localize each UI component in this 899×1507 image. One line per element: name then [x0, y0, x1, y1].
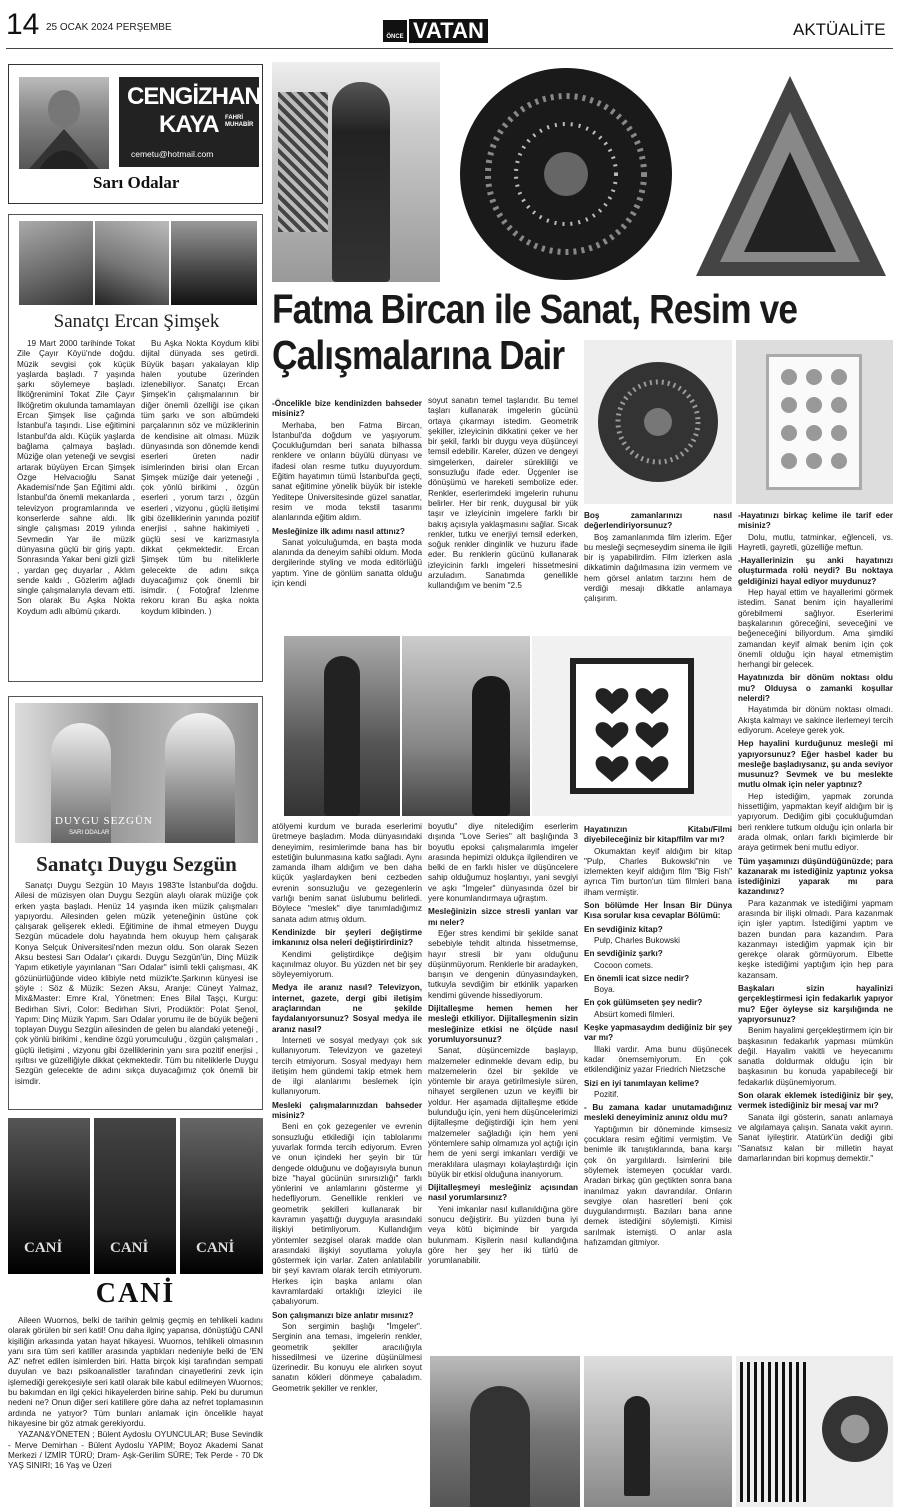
header-rule	[6, 48, 893, 49]
headline-line-1: Fatma Bircan ile Sanat, Resim ve	[272, 286, 798, 332]
hearts-frame	[570, 658, 694, 794]
main-upper-col2: soyut sanatın temel taşlarıdır. Bu temel taşları kullanarak imgelerin gücünü ortaya çıkarmayı istedim. Geometrik şekiller, izleyicinin dikkatini çeker ve her bir şekil, farklı bir duygu veya düşünceyi temsil edebilir. Kareler, düzen ve dengeyi simgelerken, daireler sürekliliği ve sonsuzluğu ifade eder. Üçgenler ise dönüşümü ve hareketi sembolize eder. Renkler, eserlerimdeki imgelerin ruhunu belirler. Her bir renk, duygusal bir yük taşır ve izleyicinin imgelere farklı bir bakış açısıyla yaklaşmasını sağlar. Sıcak renkler, tutku ve enerjiyi temsil ederken, soğuk renkler dinginlik ve huzuru ifade eder. Bu renklerin gücünü kullanarak izleyicinin farklı imgeleri hissetmesini arzuladım. Sanatımda genellikle kullandığım ve benim "2.5	[428, 396, 578, 591]
round-painting	[444, 62, 688, 282]
cani-poster-2	[94, 1118, 176, 1274]
cani-poster-3	[180, 1118, 263, 1274]
main-lower-col1: atölyemi kurdum ve burada eserlerimi üretmeye başladım. Moda dünyasındaki deneyimim, resimlerimde bana has bir estetiğin bulunmasına katkı sağladı. Aynı zamanda ilham aldığım ve ben daha küçük yaşlardayken beni cezbeden evrenin sonsuzluğu ve gezegenlerin varlığı benim sanat üslubumu belirledi. Böylece "meslek" diye tanımladığımız sanata adım atmış oldum. Kendinizde bir şeyleri değiştirme imkanınız olsa neleri değiştirirdiniz? Kendimi geliştirdikçe değişim kaçınılmaz oluyor. Bu yüzden net bir şey söyleyemiyorum. Medya ile aranız nasıl? Televizyon, internet, gazete, dergi gibi iletişim araçlarından ne şekilde faydalanıyorsunuz? Sosyal medya ile aranız nasıl? İnterneti ve sosyal medyayı çok sık kullanıyorum. Televizyon ve gazeteyi tercih etmiyorum. Sosyal medyayı hem iletişim hem gündemi takip etmek hem de ilgi alanlarımı beslemek için kullanıyorum. Mesleki çalışmalarınızdan bahseder misiniz? Beni en çok gezegenler ve evrenin sonsuzluğu etkilediği için tablolarımı yuvarlak formda tercih ediyorum. Evren ve onun içindeki her şeyin bir tür dengede olduğunu ve doğayısıyla bunun bize "hayal gücünün sınırsızlığı" farklı yönlerini ve anlamlarını gösterme yi hedefliyorum. Genellikle renkleri ve geometrik şekilleri kullanarak bir kavramın yaşattığı duyguyla arasındaki ilişkiyi betimliyorum. Kullandığım yöntemler sezgisel olarak madde olan arasındaki ilişkiyi soyutlama yoluyla göstermek için varlar. Zaten anlatılabilir bir şeyi kavram olarak tercih etmiyorum. Herkes için başka anlamı olan kavramlardaki ortaklığı izleyici ile çabalıyorum. Son çalışmanızı bize anlatır mısınız? Son sergimin başlığı "İmgeler". Serginin ana teması, imgelerin renkler, geometrik şekiller aracılığıyla hissedilmesi ve üzerine düşünülmesi üzerinedir. Bu konuyu ele alırken soyut sanatın kökleri dönmeye çabaladım. Geometrik şekiller ve renkler,	[272, 822, 422, 1393]
cani-title: CANİ	[95, 1278, 176, 1309]
main-right-col: -Hayatınızı birkaç kelime ile tarif eder misiniz? Dolu, mutlu, tatminkar, eğlenceli, vs. Hayretli, gayretli, güzelliğe meftun. -Hayallerinizin şu anki hayatınızı oluşturmada rolü neydi? Bu noktaya geldiğinizi hayal ediyor muydunuz? Hep hayal ettim ve hayallerimi görmek istedim. Sanat benim için hayallerimi görebilmemi sağlıyor. Eserlerimi başkalarının göreceğini, seveceğini ve beğeneceğini biliyordum. Ama şimdiki zamandan keyif almak benim için çok önemli olduğu için hayal etmemiştim herhangi bir gelecek. Hayatınızda bir dönüm noktası oldu mu? Olduysa o zamanki koşullar nelerdi? Hayatımda bir dönüm noktası olmadı. Akışta kalmayı ve sakince ilerlemeyi tercih ediyorum. Aceleye gerek yok. Hep hayalini kurduğunuz mesleği mi yapıyorsunuz? Eğer hasbel kader bu mesleğe başladıysanız, şu anda seviyor musunuz? Sevmek ve bu meslekte mutlu olmak için neler yaptınız? Hep istediğim, yapmak zorunda hissettiğim, yapmaktan keyif aldığım bir iş yapıyorum. Dediğim gibi çocukluğumdan beri renklere tutkum olduğu için onlarla bir arada olmak, onları farklı biçimlerde bir araya getirmek beni mutlu ediyor. Tüm yaşamınızı düşündüğünüzde; para kazanarak mı istediğiniz yaptınız yoksa istediğinizi yaparak mı para kazandınız? Para kazanmak ve istediğimi yapmam arasında bir ilişki olmadı. Para kazanmak için işler yaptım. İstediğimi yaptım ve bazen bundan para kazandım. Para kazanmayı istediğim yapmak için bir gerekçe olarak görmüyorum. Elbette keşke istediğimi yaptığım için hep para kazansam. Başkaları sizin hayalinizi gerçekleştirmesi için fedakarlık yapıyor mu? Eğer öyleyse siz karşılığında ne yapıyorsunuz? Benim hayalimi gerçekleştirmem için bir başkasının fedakarlık yapması mümkün değil. Hayalim vakitli ve heyecanımı sanatla doldurmak olduğu için bir başkasının bu konuda yapabileceği bir fedakarlık düşünemiyorum. Son olarak eklemek istediğiniz bir şey, vermek istediğiniz bir mesaj var mı? Sanata ilgi gösterin, sanatı anlamaya ve algılamaya çalışın. Sanata vakit ayırın. Sanat iyileştirir. Atatürk'ün dediği gibi "Sanatsız kalan bir milletin hayat damarlarından biri kopmuş demektir."	[738, 511, 893, 1163]
artist-figure	[332, 82, 390, 282]
ercan-photo-3	[171, 221, 257, 305]
cani-article	[8, 1118, 263, 1507]
bears-artwork-photo	[736, 340, 893, 504]
hearts-grid	[576, 664, 688, 788]
main-lower-col2: boyutlu" diye nitelediğim eserlerim dışında "Love Series" alt başlığında 3 boyutlu epoksi çalışmalarımla imgeler arasında hepimizi oldukça ilgilendiren ve belki de en farklı hisler ve düşüncelere sahip olduğumuz hoşlantıyı, yani sevgiyi ve aşkı "İmgeler" dünyasında özel bir yere konumlandırmaya uğraştım. Mesleğinizin sizce stresli yanları var mı neler? Eğer stres kendimi bir şekilde sanat sebebiyle tehdit altında hissetmemse, hayır stresli bir yanı olduğunu düşünmüyorum. Renklerle bir aradayken, barışın ve dengenin dünyasındayken, tutkuyla sevdiğim bir etkinlik yaparken kendimi güvende hissediyorum. Dijitalleşme hemen hemen her mesleği etkiliyor. Dijitalleşmenin sizin mesleğinize etkisi ne ölçüde nasıl yorumluyorsunuz? Sanat, düşüncemizde başlayıp, malzemeler edinmekle devam edip, bu malzemelerin özel bir şekilde ve yöntemle bir araya getirilmesiyle süren, nihayet sergilenen uzun ve keyifli bir yoldur. Her aşamada dijitalleşme etkide bulunduğu için, yeni hem düşüncelerimizi dijitalleşme değiştirdiği için hem yeni malzemeler sağladığı için hem yeni yöntemlere sahip olmamıza yol açtığı için hem de yeni sergi imkanları verdiği ve meraklılara ulaşmayı kolaylaştırdığı için büyük bir etkisi olduğuna inanıyorum. Dijitalleşmeyi mesleğiniz açısından nasıl yorumlarsınız? Yeni imkanlar nasıl kullanıldığına göre sonucu değiştirir. Bu yüzden buna iyi veya kötü biçiminde bir yargıda bulunmam. Kişilerin nasıl kullandığına göre her şey her iki türlü de yorumlanabilir.	[428, 822, 578, 1266]
ercan-photo-2	[95, 221, 169, 305]
cani-poster-label-1: CANİ	[24, 1240, 63, 1256]
column-title: Sarı Odalar	[93, 173, 180, 192]
duygu-body: Sanatçı Duygu Sezgün 10 Mayıs 1983'te İstanbul'da doğdu. Ailesi de müzisyen olan Duygu Sezgün alaylı olarak müziğe çok erken yaşta başladı. Henüz 14 yaşında iken müzik çalışmaları yapıyordu. Ailesinden gelen müzik yeteneğinin üstüne çok çalışarak gelişerek ekledi. Eğitimine de ihmal etmeyen Duygu Sezgün mücadele dolu hayatında hem okuyup hem çalışarak Konya Selçuk Üniversitesi'nden mezun oldu. Son olarak Sezen Aksu bestesi Sarı Odalar'ı çıkardı. Duygu Sezgün'ün, Dinç Müzik Yapım etiketiyle yayınlanan "Sarı Odalar" isimli tekli çalışması, 4K gözünürlüğünde video klibiyle netd müzik'te.Şarkının künyesi ise şöyle : Söz & Müzik: Sezen Aksu, Aranje: Cüneyt Yalmaz, Mix&Master: Emre Kral, Yönetmen: Enes Bilal Taşçı, Kurgu: Bedirhan Sivri, Color: Bedirhan Sivri, Prodüktör: Polat Şenol, Yapım: Dinç Müzik Yapım. Sarı Odalar yorumu ile de büyük beğeni toplayan Duygu Sezgün ailesinden de gelen bu alandaki yeteneği , çok yönlü birikimi , kendine özgü yorumculuğu , özgün çalışmaları , güçlü iletişimi , vizyonu gibi özelliklerinin yanı sıra pozitif enerjisi , ışıltısı ve güzelliğiyle dikkat çekmektedir. Tüm bu niteliklerle Duygu Sezgün gelecekte de adını sıkça duyacağımız çok önemli bir isimdir.	[15, 881, 258, 1086]
ercan-photo-1	[19, 221, 93, 305]
logo-text: VATAN	[409, 19, 488, 43]
duygu-article	[8, 696, 263, 1110]
bottom-round-art	[822, 1396, 888, 1462]
triangle-painting	[690, 62, 893, 282]
newspaper-logo	[383, 18, 488, 44]
ercan-title: Sanatçı Ercan Şimşek	[53, 311, 220, 332]
ercan-article	[8, 214, 263, 682]
section-label: AKTÜALİTE	[793, 20, 886, 39]
artist-portrait	[272, 62, 440, 282]
portrait-silhouette	[19, 77, 109, 169]
duygu-poster	[15, 703, 258, 843]
ercan-body-col2: Bu Aşka Nokta Koydum klibi dijital dünyada ses getirdi. Büyük başarı yakalayan klip halen youtube üzerinden izlenebiliyor. Sanatçı Ercan Şimşek'in çalışmalarının bir diğer önemli özelliği ise çıkan tüm şarkı ve son albümdeki parçalarının söz ve müziklerinin de kendisine ait olması. Müzik dünyasında son dönemde kendi eserleri üreten nadir isimlerinden birisi olan Ercan Şimşek müziğe dair yeteneği , çok yönlü birikimi , özgün eserleri , yorum tarzı , özgün eserleri , vizyonu , güçlü iletişimi gibi özelliklerinin yanında pozitif enerjisi , sahne hakimiyeti , güçlü sesi ve karizmasıyla dikkat çekmektedir. Ercan Şimşek tüm bu niteliklerle gelecekte de adını sıkça duyacağımız çok önemli bir isimdir. ( Fotoğraf İzlenme rekoru kıran Bu aşka nokta koydum klibinden. )	[141, 339, 259, 616]
gallery-photo-1	[284, 636, 400, 816]
artist-painting-bg	[278, 92, 328, 232]
cani-poster-label-2: CANİ	[110, 1240, 149, 1256]
bottom-photo-1	[430, 1356, 580, 1507]
bottom-photo-2	[584, 1356, 732, 1507]
duygu-poster-sub: SARI ODALAR	[69, 830, 110, 836]
ercan-body-col1: 19 Mart 2000 tarihinde Tokat Zile Çayır Köyü'nde doğdu. Müzik sevgisi çok küçük yaşlarda başladı. 7 yaşında şarkı söylemeye başladı. İlköğreniminí Tokat Zile Çayır İlköğretim okulunda tamamlayan Ercan Şimşek lise çağında İstanbul'a taşındı. Lise eğitimini İstanbul'da aldı. Küçük yaşlarda bağlama çalmaya başladı. Müziğe olan yeteneği ve sevgisi artarak büyüyen Ercan Şimşek Özge Helvacıoğlu Sanat Akademisi'nde Şan Eğitimi aldı. İstanbul'da önemli mekanlarda , televizyon programlarında ve konserlerde sahne aldı. İlk single çalışması 2019 yılında Sevmedin Yar ile müzik dünyasına güçlü bir giriş yaptı. Sonrasında Yakar beni gizli gizli , yardan geç duyarlar , Aklım sende kaldı , Gözlerim ağladı single çalışmalarıyla devam etti. Son olarak Bu Aşka Nokta Koydum adlı albümü çıkardı.	[17, 339, 135, 616]
hearts-artwork-photo	[532, 636, 732, 816]
main-upper-col3: Boş zamanlarınızı nasıl değerlendiriyorsunuz? Boş zamanlarımda film izlerim. Eğer bu mesleği seçmeseydim sinema ile ilgili bir iş yapabilirdim. Film izlerken asla dikkatimin dağılmasına izin vermem ve hem görsel anlatım tarzını hem de verdiği mesajı dikkatle anlamaya çalışırım.	[584, 511, 732, 604]
bears-grid	[769, 357, 859, 487]
columnist-photo	[19, 77, 109, 169]
cani-body: Aileen Wuornos, belki de tarihin gelmiş geçmiş en tehlikeli kadını olarak görülen bir seri katil! Onu daha ilginç yapansa, dönüştüğü CANİ kişiliğin arkasında yatan hayat hikayesi. Wuornos, tehlikeli olmasının yanı sıra tüm seri katiller arasında yaptıkları nedeniyle belki de 'EN AZ' nefret edilen isimlerden biri. Hatta birçok kişi tarafından sempati duyulan ve bazı psikoanalistler tarafından cinayetlerini zevk için işlemediği gerekçesiyle seri katil olarak bile kabul edilmeyen Wuornos; bu bakımdan en ilgi çekici hikayelerden birine sahip. Peki bu durumun nedeni ne? Onun diğer seri katillere göre daha az nefret toplamasının ardında ne yatıyor? Tüm bunları anlamak için öncelikle hayat hikayesine bir göz atmak gerekiyordu. YAZAN&YÖNETEN ; Bülent Aydoslu OYUNCULAR; Buse Sevindik - Merve Demirhan - Bülent Aydoslu YAPIM; Boyoz Akademi Sanat Merkezi / İZMİR TÜRÜ; Dram- Aşk-Gerilim SÜRE; Tek Perde - 70 Dk YAŞ SINIRI; 16 Yaş ve Üzeri	[8, 1316, 263, 1471]
bottom-stripe-art	[740, 1362, 810, 1502]
duygu-poster-title: DUYGU SEZGÜN	[55, 815, 153, 827]
triangle-painting-art	[690, 62, 893, 282]
headline-line-2: Çalışmalarına Dair	[272, 332, 565, 378]
circle-artwork-photo	[584, 340, 732, 504]
bottom-figure-1	[470, 1386, 530, 1507]
page-number: 14	[6, 8, 40, 41]
bears-frame	[766, 354, 862, 490]
cani-poster-label-3: CANİ	[196, 1240, 235, 1256]
columnist-box	[8, 64, 263, 204]
columnist-last-name: KAYA	[159, 111, 219, 138]
duygu-figure-2	[165, 713, 235, 843]
bottom-figure-2	[624, 1396, 650, 1496]
columnist-name-panel	[119, 77, 259, 167]
columnist-first-name: CENGİZHAN	[127, 83, 261, 110]
gallery-figure-2	[472, 676, 510, 816]
issue-date: 25 OCAK 2024 PERŞEMBE	[46, 22, 172, 33]
logo-badge: ÖNCE	[383, 20, 407, 42]
cani-poster-1	[8, 1118, 90, 1274]
gallery-figure-1	[324, 656, 360, 816]
main-lower-col3: Hayatınızın Kitabı/Filmi diyebileceğiniz bir kitap/film var mı? Okumaktan keyif aldığım bir kitap "Pulp, Charles Bukowski"nin ve izlemekten keyif aldığım film "Big Fish" ayrıca Tim burton'un tüm filmleri bana ilham vermiştir. Son bölümde Her İnsan Bir Dünya Kısa sorular kısa cevaplar Bölümü: En sevdiğiniz kitap? Pulp, Charles Bukowski En sevdiğiniz şarkı? Cocoon comets. En önemli icat sizce nedir? Boya. En çok gülümseten şey nedir? Absürt komedi filmleri. Keşke yapmasaydım dediğiniz bir şey var mı? İllaki vardır. Ama bunu düşünecek kadar önemsemiyorum. En çok etkilendiğiniz yazar Friedrich Nietzsche Sizi en iyi tanımlayan kelime? Pozitif. - Bu zamana kadar unutamadığınız mesleki deneyiminiz anınız oldu mu? Yaptığımın bir döneminde kimsesiz çocuklara resim eğitimi vermiştim. Ve benimle ilk tanıştıklarında, bana karşı çok ön yargılılardı. İsimlerini bile söylemek istemeyen çocuklar vardı. Aradan birkaç gün geçtikten sonra bana inanılmaz yakın davrandılar. Onların sevgiye olan hasretleri beni çok duygulandırmıştı. Bazıları bana anne demek istediğini söylemişti. Kimisi sarılmak istemişti. O anlar asla hafızamdan gitmiyor.	[584, 825, 732, 1247]
gallery-photo-2	[402, 636, 530, 816]
circle-artwork-art	[584, 340, 732, 504]
round-painting-art	[444, 62, 688, 282]
main-upper-col1: -Öncelikle bize kendinizden bahseder misiniz? Merhaba, ben Fatma Bircan, İstanbul'da doğdum ve yaşıyorum. Çocukluğumdan beri sanata bilhassa renklere ve onların büyülü dünyası ve ifadesi olan resme tutku duyuyordum. Eğitim hayatımın tümü İstanbul'da geçti, sanat eğitimine yönelik büyük bir istekle Yeditepe Üniversitesinde güzel sanatlar, resim ve moda tekstil tasarımı alanlarında eğitim aldım. Mesleğinize ilk adımı nasıl attınız? Sanat yolculuğumda, en başta moda alanında da deneyim sahibi oldum. Moda dergilerinde styling ve moda editörlüğü yaptım. Yine de gönlüm sanatta olduğu için kendi	[272, 399, 422, 589]
columnist-email: cemetu@hotmail.com	[131, 149, 214, 159]
bottom-photo-3	[736, 1356, 893, 1507]
page-header	[0, 0, 899, 52]
columnist-role: FAHRİ MUHABİR	[225, 115, 254, 128]
duygu-title: Sanatçı Duygu Sezgün	[36, 852, 237, 876]
